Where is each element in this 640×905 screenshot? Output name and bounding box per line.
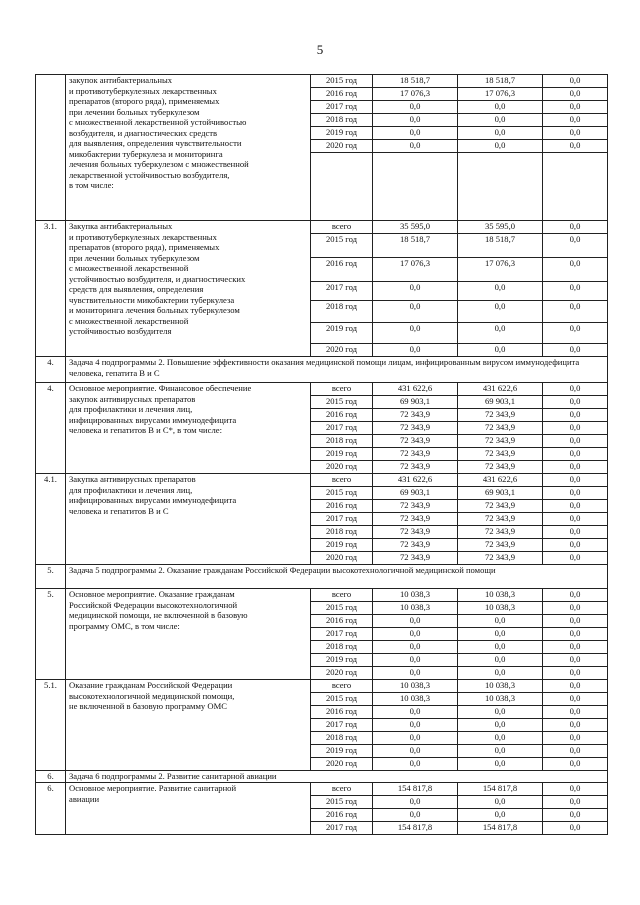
other-amount-cell: 0,0 [543,323,608,344]
other-amount-cell: 0,0 [543,719,608,732]
row-number: 4. [36,383,66,474]
budget-amount-cell: 431 622,6 [458,474,543,487]
total-amount-cell: 0,0 [373,809,458,822]
period-cell: всего [311,383,373,396]
period-cell: 2015 год [311,487,373,500]
funding-row [36,75,608,88]
task-row [36,771,608,783]
total-amount-cell: 72 343,9 [373,448,458,461]
other-amount-cell: 0,0 [543,693,608,706]
period-cell: 2016 год [311,88,373,101]
period-cell: 2017 год [311,822,373,835]
row-number: 6. [36,783,66,835]
other-amount-cell: 0,0 [543,745,608,758]
budget-amount-cell: 154 817,8 [458,783,543,796]
other-amount-cell: 0,0 [543,140,608,153]
budget-amount-cell: 72 343,9 [458,435,543,448]
other-amount-cell: 0,0 [543,758,608,771]
total-amount-cell: 0,0 [373,706,458,719]
other-amount-cell: 0,0 [543,282,608,301]
activity-description: Закупка антивирусных препаратов для профилактики и лечения лиц, инфицированных вирусами иммунодефицита человека и гепатитов B и C [66,474,311,565]
period-cell: 2018 год [311,526,373,539]
activity-description: Основное мероприятие. Оказание гражданам Российской Федерации высокотехнологичной медицинской помощи, не включенной в базовую программу ОМС, в том числе: [66,589,311,680]
period-cell: 2016 год [311,258,373,282]
total-amount-cell: 17 076,3 [373,88,458,101]
period-cell: 2016 год [311,409,373,422]
budget-amount-cell: 0,0 [458,282,543,301]
period-cell: 2020 год [311,140,373,153]
other-amount-cell: 0,0 [543,127,608,140]
other-amount-cell: 0,0 [543,258,608,282]
other-amount-cell: 0,0 [543,396,608,409]
period-cell: 2015 год [311,396,373,409]
other-amount-cell: 0,0 [543,680,608,693]
activity-description: Закупка антибактериальных и противотуберкулезных лекарственных препаратов (второго ряда), применяемых при лечении больных туберкулезом с множественной лекарственной устойчивостью возбудителя, и диагностических средств для выявления, определения чувствительности микобактерии туберкулеза и мониторинга лечения больных туберкулезом с множественной лекарственной устойчивостью возбудителя [66,221,311,357]
budget-amount-cell: 0,0 [458,732,543,745]
budget-amount-cell: 72 343,9 [458,500,543,513]
total-amount-cell: 431 622,6 [373,383,458,396]
funding-row [36,221,608,234]
period-cell: всего [311,221,373,234]
total-amount-cell: 0,0 [373,101,458,114]
row-number [36,75,66,221]
budget-amount-cell: 72 343,9 [458,513,543,526]
row-number: 3.1. [36,221,66,357]
period-cell: 2019 год [311,745,373,758]
budget-amount-cell: 72 343,9 [458,552,543,565]
period-cell: 2015 год [311,75,373,88]
activity-description: Оказание гражданам Российской Федерации высокотехнологичной медицинской помощи, не включенной в базовую программу ОМС [66,680,311,771]
total-amount-cell: 0,0 [373,719,458,732]
period-cell: 2020 год [311,552,373,565]
task-row [36,357,608,383]
period-cell: 2019 год [311,448,373,461]
period-cell: всего [311,474,373,487]
period-cell: 2017 год [311,282,373,301]
budget-amount-cell: 0,0 [458,344,543,357]
other-amount-cell: 0,0 [543,513,608,526]
budget-amount-cell: 0,0 [458,758,543,771]
page-number: 5 [316,42,324,57]
total-amount-cell: 0,0 [373,323,458,344]
period-cell: 2017 год [311,422,373,435]
other-amount-cell: 0,0 [543,88,608,101]
other-amount-cell: 0,0 [543,809,608,822]
period-cell: 2017 год [311,628,373,641]
other-amount-cell: 0,0 [543,796,608,809]
total-amount-cell: 10 038,3 [373,693,458,706]
budget-amount-cell: 0,0 [458,796,543,809]
total-amount-cell: 0,0 [373,667,458,680]
period-cell: 2018 год [311,641,373,654]
total-amount-cell: 10 038,3 [373,589,458,602]
total-amount-cell: 35 595,0 [373,221,458,234]
funding-row [36,474,608,487]
other-amount-cell: 0,0 [543,526,608,539]
budget-amount-cell: 10 038,3 [458,680,543,693]
row-number: 6. [36,771,66,783]
total-amount-cell: 72 343,9 [373,422,458,435]
budget-amount-cell: 35 595,0 [458,221,543,234]
budget-amount-cell: 0,0 [458,615,543,628]
total-amount-cell: 72 343,9 [373,461,458,474]
total-amount-cell: 0,0 [373,654,458,667]
other-amount-cell: 0,0 [543,448,608,461]
other-amount-cell: 0,0 [543,667,608,680]
period-cell: 2016 год [311,615,373,628]
other-amount-cell: 0,0 [543,461,608,474]
budget-amount-cell: 431 622,6 [458,383,543,396]
other-amount-cell: 0,0 [543,101,608,114]
period-cell: 2020 год [311,758,373,771]
period-cell: 2020 год [311,461,373,474]
period-cell: 2015 год [311,796,373,809]
period-cell: 2019 год [311,127,373,140]
total-amount-cell: 0,0 [373,796,458,809]
total-amount-cell: 154 817,8 [373,783,458,796]
total-amount-cell: 431 622,6 [373,474,458,487]
activity-description: закупок антибактериальных и противотуберкулезных лекарственных препаратов (второго ряда), применяемых при лечении больных туберкулезом с множественной лекарственной устойчивостью возбудителя, и диагностических средств для выявления, определения чувствительности микобактерии туберкулеза и мониторинга лечения больных туберкулезом с множественной лекарственной устойчивостью возбудителя, в том числе: [66,75,311,221]
other-amount-cell: 0,0 [543,654,608,667]
task-row [36,565,608,589]
total-amount-cell: 0,0 [373,140,458,153]
other-amount-cell: 0,0 [543,409,608,422]
budget-amount-cell [458,153,543,221]
other-amount-cell: 0,0 [543,602,608,615]
other-amount-cell: 0,0 [543,822,608,835]
period-cell: 2017 год [311,719,373,732]
other-amount-cell: 0,0 [543,500,608,513]
other-amount-cell: 0,0 [543,435,608,448]
total-amount-cell: 72 343,9 [373,409,458,422]
other-amount-cell: 0,0 [543,234,608,258]
total-amount-cell: 72 343,9 [373,526,458,539]
total-amount-cell: 72 343,9 [373,513,458,526]
funding-row [36,589,608,602]
period-cell: 2020 год [311,667,373,680]
period-cell: 2016 год [311,809,373,822]
other-amount-cell: 0,0 [543,75,608,88]
total-amount-cell: 0,0 [373,641,458,654]
period-cell: 2015 год [311,602,373,615]
budget-amount-cell: 0,0 [458,101,543,114]
budget-amount-cell: 72 343,9 [458,526,543,539]
row-number: 4.1. [36,474,66,565]
other-amount-cell: 0,0 [543,706,608,719]
budget-amount-cell: 0,0 [458,301,543,323]
period-cell: 2018 год [311,301,373,323]
period-cell: 2018 год [311,114,373,127]
total-amount-cell: 18 518,7 [373,234,458,258]
period-cell: 2019 год [311,654,373,667]
other-amount-cell: 0,0 [543,783,608,796]
budget-amount-cell: 0,0 [458,323,543,344]
period-cell: 2020 год [311,344,373,357]
row-number: 5.1. [36,680,66,771]
other-amount-cell: 0,0 [543,221,608,234]
other-amount-cell: 0,0 [543,383,608,396]
other-amount-cell: 0,0 [543,628,608,641]
funding-table-body [36,75,608,835]
budget-amount-cell: 10 038,3 [458,589,543,602]
period-cell [311,153,373,221]
budget-amount-cell: 18 518,7 [458,234,543,258]
activity-description: Основное мероприятие. Развитие санитарной авиации [66,783,311,835]
row-number: 4. [36,357,66,383]
period-cell: 2015 год [311,234,373,258]
task-title: Задача 6 подпрограммы 2. Развитие санитарной авиации [66,771,608,783]
period-cell: 2019 год [311,323,373,344]
other-amount-cell: 0,0 [543,615,608,628]
total-amount-cell: 10 038,3 [373,602,458,615]
period-cell: 2019 год [311,539,373,552]
period-cell: 2017 год [311,101,373,114]
budget-amount-cell: 72 343,9 [458,409,543,422]
period-cell: 2015 год [311,693,373,706]
other-amount-cell: 0,0 [543,732,608,745]
other-amount-cell: 0,0 [543,589,608,602]
total-amount-cell: 72 343,9 [373,539,458,552]
budget-amount-cell: 0,0 [458,745,543,758]
other-amount-cell: 0,0 [543,301,608,323]
total-amount-cell: 18 518,7 [373,75,458,88]
period-cell: 2016 год [311,500,373,513]
row-number: 5. [36,565,66,589]
budget-amount-cell: 72 343,9 [458,422,543,435]
total-amount-cell: 69 903,1 [373,487,458,500]
budget-amount-cell: 0,0 [458,719,543,732]
total-amount-cell: 0,0 [373,301,458,323]
total-amount-cell: 154 817,8 [373,822,458,835]
budget-amount-cell: 0,0 [458,140,543,153]
budget-amount-cell: 69 903,1 [458,487,543,500]
budget-amount-cell: 72 343,9 [458,461,543,474]
period-cell: всего [311,589,373,602]
budget-amount-cell: 0,0 [458,654,543,667]
budget-amount-cell: 17 076,3 [458,88,543,101]
total-amount-cell: 0,0 [373,758,458,771]
period-cell: всего [311,680,373,693]
funding-row [36,680,608,693]
budget-amount-cell: 0,0 [458,667,543,680]
period-cell: 2018 год [311,435,373,448]
other-amount-cell: 0,0 [543,474,608,487]
task-title: Задача 5 подпрограммы 2. Оказание гражданам Российской Федерации высокотехнологичной медицинской помощи [66,565,608,589]
total-amount-cell: 72 343,9 [373,435,458,448]
other-amount-cell [543,153,608,221]
period-cell: 2018 год [311,732,373,745]
total-amount-cell: 0,0 [373,615,458,628]
budget-amount-cell: 72 343,9 [458,448,543,461]
funding-row [36,783,608,796]
row-number: 5. [36,589,66,680]
total-amount-cell: 0,0 [373,628,458,641]
budget-amount-cell: 0,0 [458,809,543,822]
funding-row [36,383,608,396]
budget-amount-cell: 10 038,3 [458,602,543,615]
total-amount-cell: 72 343,9 [373,500,458,513]
budget-amount-cell: 17 076,3 [458,258,543,282]
budget-amount-cell: 69 903,1 [458,396,543,409]
total-amount-cell: 69 903,1 [373,396,458,409]
total-amount-cell: 72 343,9 [373,552,458,565]
other-amount-cell: 0,0 [543,344,608,357]
budget-amount-cell: 0,0 [458,628,543,641]
activity-description: Основное мероприятие. Финансовое обеспечение закупок антивирусных препаратов для профилактики и лечения лиц, инфицированных вирусами иммунодефицита человека и гепатитов B и C*, в том числе: [66,383,311,474]
total-amount-cell: 0,0 [373,344,458,357]
total-amount-cell: 0,0 [373,745,458,758]
budget-amount-cell: 72 343,9 [458,539,543,552]
budget-amount-cell: 0,0 [458,114,543,127]
budget-amount-cell: 0,0 [458,706,543,719]
other-amount-cell: 0,0 [543,539,608,552]
total-amount-cell: 17 076,3 [373,258,458,282]
total-amount-cell: 0,0 [373,732,458,745]
period-cell: 2016 год [311,706,373,719]
funding-table [35,74,608,835]
other-amount-cell: 0,0 [543,641,608,654]
budget-amount-cell: 154 817,8 [458,822,543,835]
other-amount-cell: 0,0 [543,552,608,565]
period-cell: 2017 год [311,513,373,526]
task-title: Задача 4 подпрограммы 2. Повышение эффективности оказания медицинской помощи лицам, инфицированным вирусом иммунодефицита человека, гепатита B и C [66,357,608,383]
other-amount-cell: 0,0 [543,114,608,127]
total-amount-cell: 0,0 [373,114,458,127]
other-amount-cell: 0,0 [543,422,608,435]
total-amount-cell: 10 038,3 [373,680,458,693]
total-amount-cell: 0,0 [373,127,458,140]
other-amount-cell: 0,0 [543,487,608,500]
budget-amount-cell: 0,0 [458,641,543,654]
period-cell: всего [311,783,373,796]
budget-amount-cell: 18 518,7 [458,75,543,88]
total-amount-cell [373,153,458,221]
budget-amount-cell: 10 038,3 [458,693,543,706]
budget-amount-cell: 0,0 [458,127,543,140]
total-amount-cell: 0,0 [373,282,458,301]
